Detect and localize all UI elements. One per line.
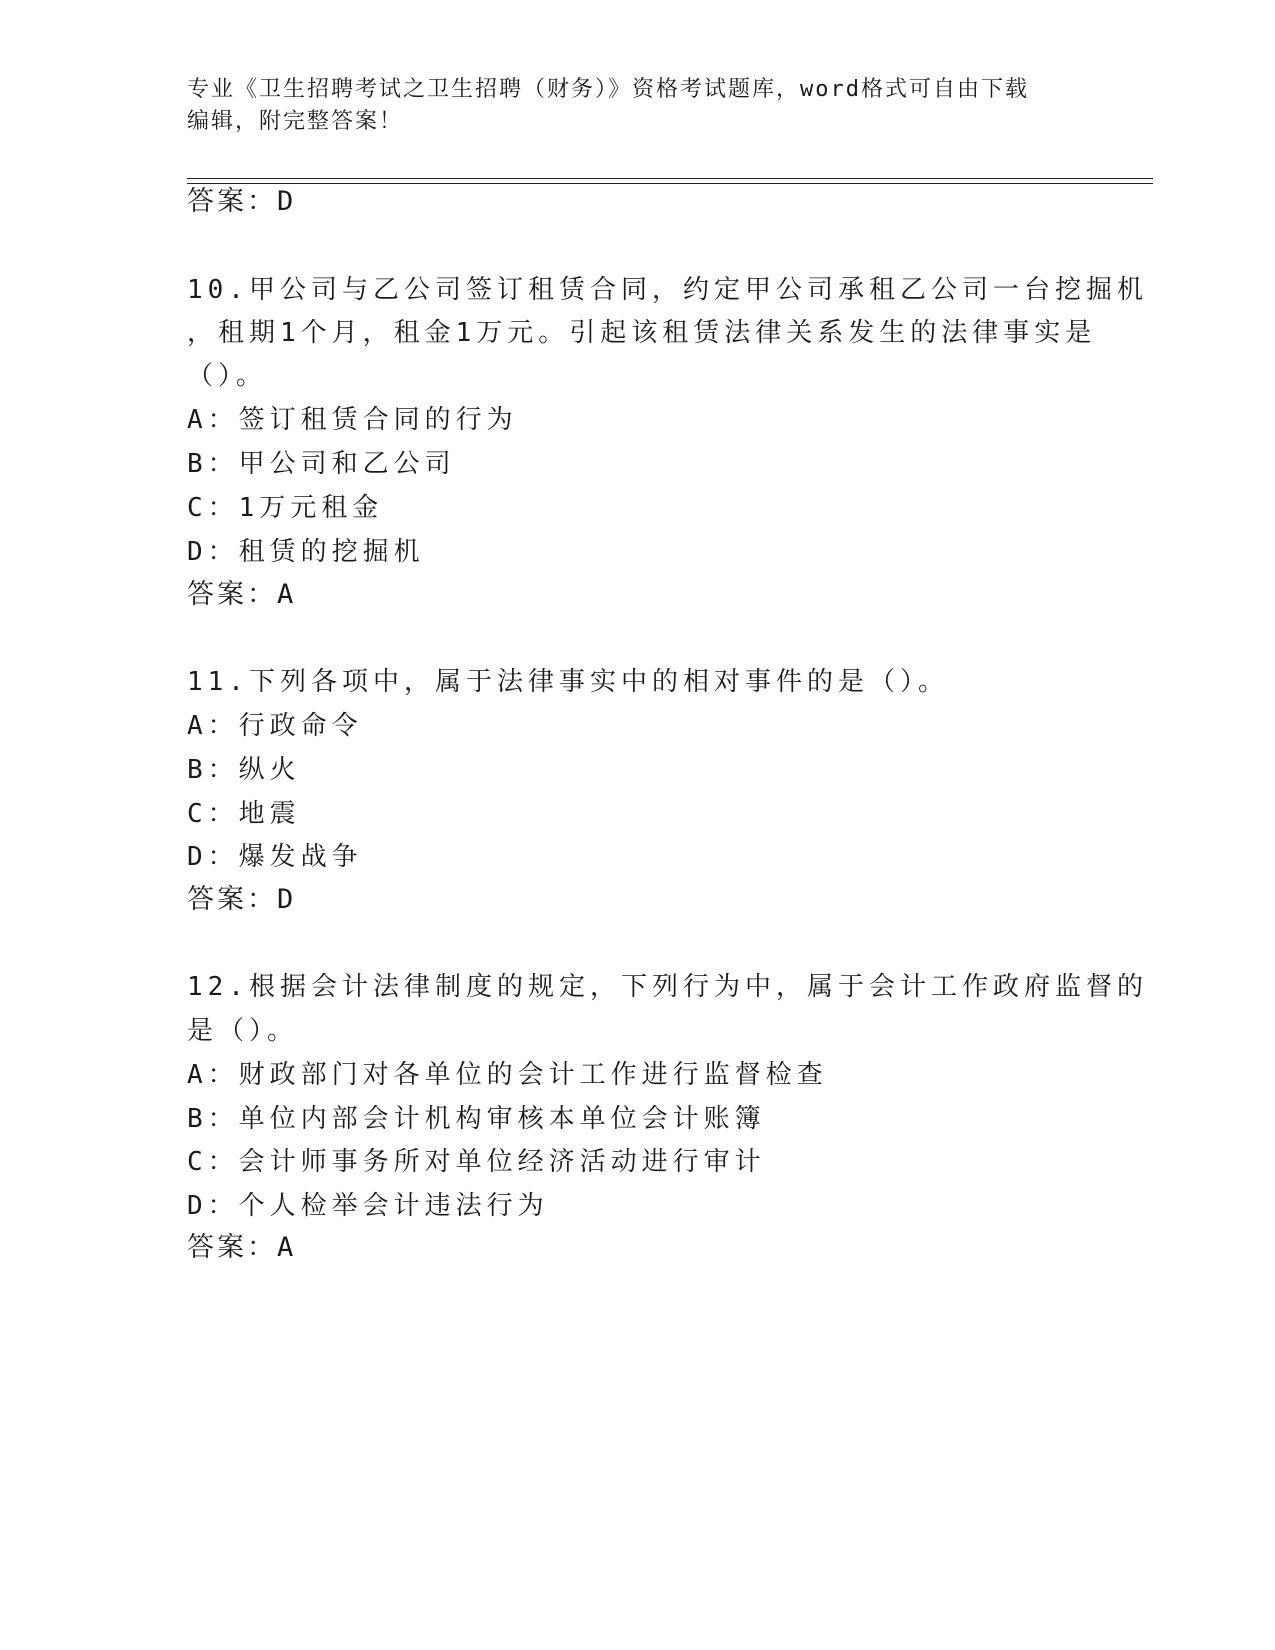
question-10-option-d: D：租赁的挖掘机: [187, 537, 425, 567]
question-11-line-1: 11.下列各项中，属于法律事实中的相对事件的是（）。: [187, 667, 949, 697]
question-11-option-c: C：地震: [187, 799, 301, 829]
question-12-option-a: A：财政部门对各单位的会计工作进行监督检查: [187, 1060, 828, 1090]
header-text-line-1: 专业《卫生招聘考试之卫生招聘（财务）》资格考试题库，word格式可自由下载: [187, 77, 1029, 102]
question-12-option-c: C：会计师事务所对单位经济活动进行审计: [187, 1147, 766, 1177]
question-10-line-1: 10.甲公司与乙公司签订租赁合同，约定甲公司承租乙公司一台挖掘机: [187, 275, 1148, 305]
question-10-option-c: C：1万元租金: [187, 493, 384, 523]
question-12-answer: 答案：A: [187, 1232, 297, 1263]
question-11-option-b: B：纵火: [187, 755, 301, 785]
question-11-option-d: D：爆发战争: [187, 842, 363, 872]
header-divider-top: [187, 178, 1153, 179]
question-10-option-a: A：签订租赁合同的行为: [187, 405, 518, 435]
header-text-line-2: 编辑，附完整答案！: [187, 109, 404, 134]
question-10-option-b: B：甲公司和乙公司: [187, 449, 456, 479]
question-10-line-3: （）。: [187, 361, 268, 391]
question-10-answer: 答案：A: [187, 579, 297, 610]
question-12-option-b: B：单位内部会计机构审核本单位会计账簿: [187, 1104, 766, 1134]
answer-previous: 答案：D: [187, 186, 297, 217]
header-divider-bottom: [187, 183, 1153, 184]
question-12-line-1: 12.根据会计法律制度的规定，下列行为中，属于会计工作政府监督的: [187, 972, 1148, 1002]
question-11-option-a: A：行政命令: [187, 711, 363, 741]
question-12-line-2: 是（）。: [187, 1016, 299, 1046]
question-11-answer: 答案：D: [187, 884, 297, 915]
question-12-option-d: D：个人检举会计违法行为: [187, 1191, 549, 1221]
question-10-line-2: ，租期1个月，租金1万元。引起该租赁法律关系发生的法律事实是: [187, 318, 1097, 348]
